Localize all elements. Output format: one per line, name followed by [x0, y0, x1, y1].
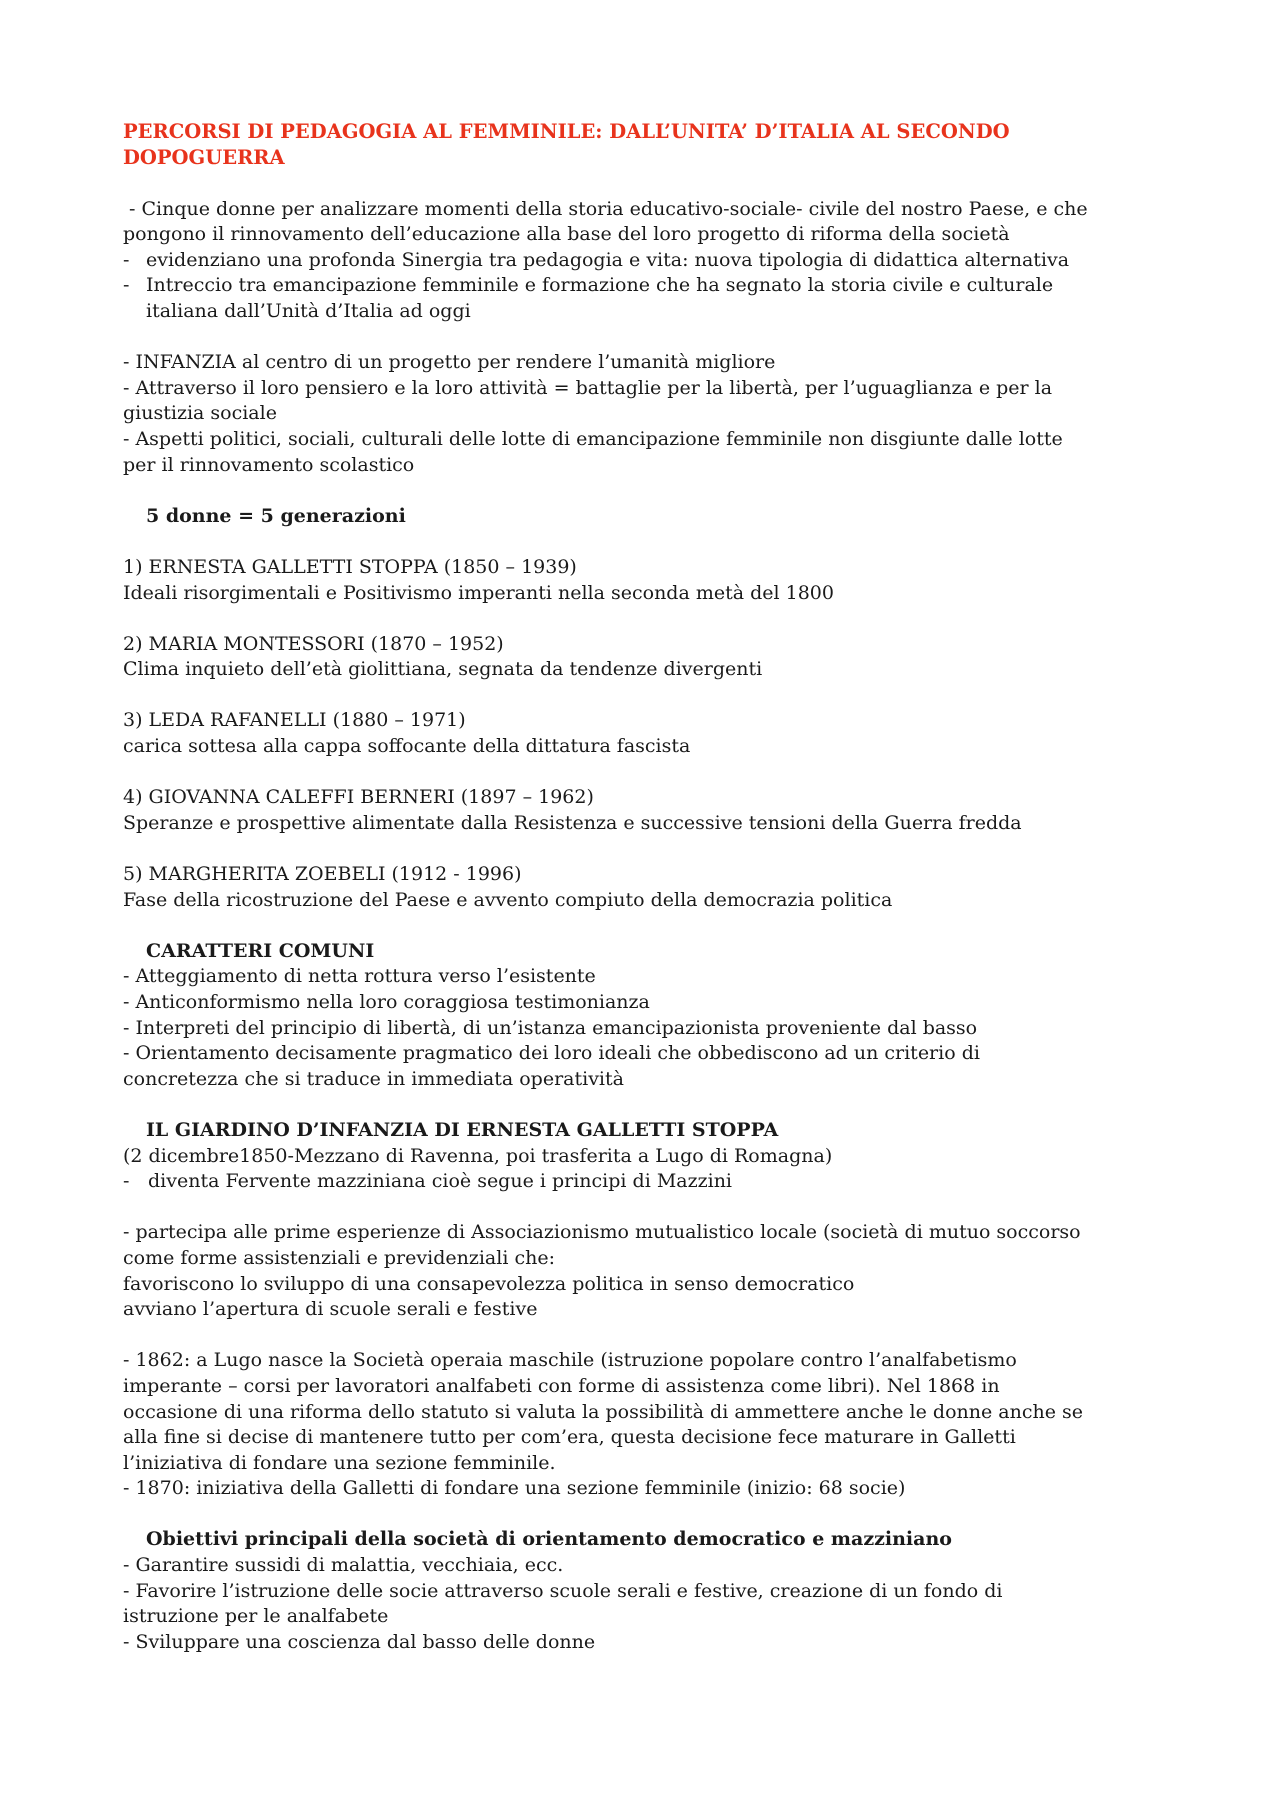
document-title-line-1: PERCORSI DI PEDAGOGIA AL FEMMINILE: DALL’UNITA’ D’ITALIA AL SECONDO	[123, 120, 1010, 143]
woman-name: 1) ERNESTA GALLETTI STOPPA (1850 – 1939)	[123, 555, 577, 578]
infanzia-line: - INFANZIA al centro di un progetto per rendere l’umanità migliore	[123, 351, 776, 374]
intro-bullet	[123, 273, 1168, 324]
giardino-line: come forme assistenziali e previdenziali che:	[123, 1246, 555, 1269]
giardino-line: - 1870: iniziativa della Galletti di fondare una sezione femminile (inizio: 68 socie)	[123, 1477, 906, 1500]
woman-name: 4) GIOVANNA CALEFFI BERNERI (1897 – 1962)	[123, 786, 594, 809]
document-title-line-2: DOPOGUERRA	[123, 146, 285, 169]
caratteri-heading: CARATTERI COMUNI	[146, 939, 375, 962]
obiettivi-line: - Sviluppare una coscienza dal basso delle donne	[123, 1630, 596, 1653]
infanzia-line: giustizia sociale	[123, 402, 277, 425]
giardino-line: imperante – corsi per lavoratori analfabeti con forme di assistenza come libri). Nel 1868 in	[123, 1374, 1000, 1397]
caratteri-line: concretezza che si traduce in immediata operatività	[123, 1067, 624, 1090]
giardino-line: l’iniziativa di fondare una sezione femminile.	[123, 1451, 556, 1474]
giardino-line: avviano l’apertura di scuole serali e festive	[123, 1298, 538, 1321]
caratteri-line: - Anticonformismo nella loro coraggiosa testimonianza	[123, 991, 650, 1013]
obiettivi-heading: Obiettivi principali della società di orientamento democratico e mazziniano	[146, 1528, 952, 1551]
woman-name: 3) LEDA RAFANELLI (1880 – 1971)	[123, 709, 466, 732]
woman-description: carica sottesa alla cappa soffocante della dittatura fascista	[123, 735, 691, 758]
woman-description: Ideali risorgimentali e Positivismo imperanti nella seconda metà del 1800	[123, 581, 834, 604]
obiettivi-line: - Favorire l’istruzione delle socie attraverso scuole serali e festive, creazione di un fondo di	[123, 1579, 1003, 1602]
giardino-bullet	[123, 1169, 1168, 1195]
intro-line: - Cinque donne per analizzare momenti della storia educativo-sociale- civile del nostro Paese, e che	[123, 197, 1088, 220]
woman-description: Clima inquieto dell’età giolittiana, segnata da tendenze divergenti	[123, 658, 763, 681]
infanzia-line: - Aspetti politici, sociali, culturali delle lotte di emancipazione femminile non disgiunte dalle lotte	[123, 427, 1063, 450]
document-body	[123, 119, 1168, 1655]
giardino-line: favoriscono lo sviluppo di una consapevolezza politica in senso democratico	[123, 1272, 855, 1295]
obiettivi-line: istruzione per le analfabete	[123, 1605, 389, 1628]
spacer	[123, 529, 1168, 555]
infanzia-line: per il rinnovamento scolastico	[123, 453, 415, 476]
woman-description: Speranze e prospettive alimentate dalla Resistenza e successive tensioni della Guerra fredda	[123, 811, 1022, 834]
spacer	[123, 1092, 1168, 1118]
bullet-dash: -	[123, 248, 130, 271]
bullet-dash: -	[123, 1170, 130, 1193]
giardino-line: - 1862: a Lugo nasce la Società operaia maschile (istruzione popolare contro l’analfabetismo	[123, 1349, 1017, 1372]
intro-line: pongono il rinnovamento dell’educazione alla base del loro progetto di riforma della società	[123, 223, 1010, 246]
intro-bullet	[123, 248, 1168, 274]
spacer	[123, 760, 1168, 786]
spacer	[123, 606, 1168, 632]
bullet-text: Intreccio tra emancipazione femminile e formazione che ha segnato la storia civile e culturale	[146, 274, 1054, 297]
woman-description: Fase della ricostruzione del Paese e avvento compiuto della democrazia politica	[123, 888, 893, 911]
woman-name: 2) MARIA MONTESSORI (1870 – 1952)	[123, 632, 504, 655]
caratteri-line: - Interpreti del principio di libertà, di un’istanza emancipazionista proveniente dal basso	[123, 1016, 978, 1039]
spacer	[123, 1195, 1168, 1221]
generations-heading: 5 donne = 5 generazioni	[146, 504, 406, 527]
caratteri-line: - Orientamento decisamente pragmatico dei loro ideali che obbediscono ad un criterio di	[123, 1042, 980, 1065]
giardino-line: alla fine si decise di mantenere tutto per com’era, questa decisione fece maturare in Galletti	[123, 1426, 1016, 1449]
spacer	[123, 1502, 1168, 1528]
spacer	[123, 836, 1168, 862]
bullet-text: diventa Fervente mazziniana cioè segue i principi di Mazzini	[148, 1170, 733, 1193]
giardino-line: - partecipa alle prime esperienze di Associazionismo mutualistico locale (società di mutuo soccorso	[123, 1221, 1081, 1244]
obiettivi-line: - Garantire sussidi di malattia, vecchiaia, ecc.	[123, 1554, 564, 1577]
spacer	[123, 478, 1168, 504]
bullet-text: evidenziano una profonda Sinergia tra pedagogia e vita: nuova tipologia di didattica alternativa	[146, 248, 1070, 271]
giardino-line: (2 dicembre1850-Mezzano di Ravenna, poi trasferita a Lugo di Romagna)	[123, 1144, 833, 1167]
bullet-text: italiana dall’Unità d’Italia ad oggi	[146, 299, 471, 322]
giardino-line: occasione di una riforma dello statuto si valuta la possibilità di ammettere anche le donne anche se	[123, 1400, 1083, 1423]
spacer	[123, 913, 1168, 939]
spacer	[123, 683, 1168, 709]
spacer	[123, 325, 1168, 351]
spacer	[123, 171, 1168, 197]
infanzia-line: - Attraverso il loro pensiero e la loro attività = battaglie per la libertà, per l’uguaglianza e per la	[123, 376, 1053, 399]
bullet-dash: -	[123, 274, 130, 297]
woman-name: 5) MARGHERITA ZOEBELI (1912 - 1996)	[123, 863, 522, 886]
spacer	[123, 1323, 1168, 1349]
giardino-heading: IL GIARDINO D’INFANZIA DI ERNESTA GALLETTI STOPPA	[146, 1118, 779, 1141]
caratteri-line: - Atteggiamento di netta rottura verso l’esistente	[123, 965, 596, 988]
bullet-text-block	[146, 273, 1053, 324]
